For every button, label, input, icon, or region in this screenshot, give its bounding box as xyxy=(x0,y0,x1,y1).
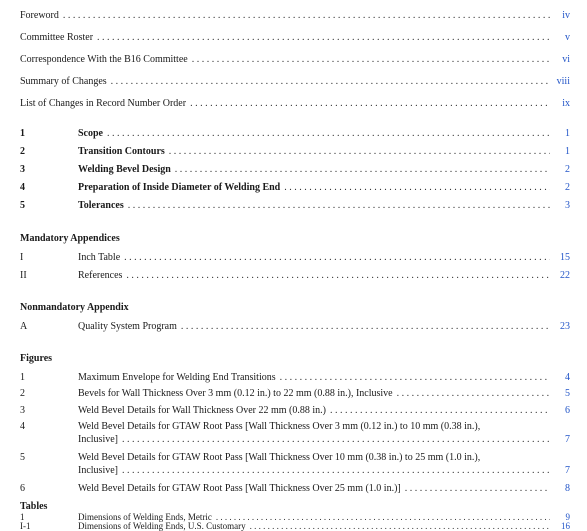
dot-leader xyxy=(122,434,550,445)
dot-leader xyxy=(122,465,550,476)
toc-page-link[interactable]: vi xyxy=(562,54,570,65)
toc-page-link[interactable]: 2 xyxy=(565,164,570,175)
toc-entry-title: Quality System Program xyxy=(78,321,177,332)
toc-entry-title: Scope xyxy=(78,128,103,139)
toc-page-link[interactable]: viii xyxy=(556,76,570,87)
toc-entry-foreword[interactable] xyxy=(20,10,570,24)
figure-number: 4 xyxy=(20,421,25,432)
toc-page-link[interactable]: ix xyxy=(562,98,570,109)
toc-entry-figure[interactable] xyxy=(20,483,570,497)
toc-page-link[interactable]: 6 xyxy=(565,405,570,416)
toc-page-link[interactable]: 15 xyxy=(560,252,570,263)
table-number: 1 xyxy=(20,512,25,522)
toc-entry-correspondence[interactable] xyxy=(20,54,570,68)
toc-entry-summary-of-changes[interactable] xyxy=(20,76,570,90)
toc-page-link[interactable]: 2 xyxy=(565,182,570,193)
toc-entry-figure[interactable] xyxy=(20,421,570,449)
toc-page-link[interactable]: 22 xyxy=(560,270,570,281)
dot-leader xyxy=(284,182,550,193)
toc-entry-title: Preparation of Inside Diameter of Welding End xyxy=(78,182,281,193)
dot-leader xyxy=(280,372,550,383)
toc-page-link[interactable]: iv xyxy=(562,10,570,21)
toc-entry-title: Maximum Envelope for Welding End Transitions xyxy=(78,372,276,383)
toc-entry-title: Inch Table xyxy=(78,252,121,263)
toc-entry-title: Foreword xyxy=(20,10,59,21)
toc-entry-table[interactable] xyxy=(20,521,570,531)
tables-heading: Tables xyxy=(20,501,48,512)
dot-leader xyxy=(107,128,550,139)
toc-page-link[interactable]: 9 xyxy=(565,512,570,522)
toc-page-link[interactable]: 5 xyxy=(565,388,570,399)
appendix-number: I xyxy=(20,252,24,263)
mandatory-appendices-heading: Mandatory Appendices xyxy=(20,233,120,244)
toc-entry-title: Correspondence With the B16 Committee xyxy=(20,54,188,65)
toc-entry-title: Transition Contours xyxy=(78,146,165,157)
toc-entry-section[interactable] xyxy=(20,182,570,196)
toc-page-link[interactable]: 8 xyxy=(565,483,570,494)
table-number: I-1 xyxy=(20,521,31,531)
toc-entry-title-continued: Inclusive] xyxy=(78,465,118,476)
dot-leader xyxy=(330,405,550,416)
toc-page-link[interactable]: 7 xyxy=(565,465,570,476)
toc-page-link[interactable]: 23 xyxy=(560,321,570,332)
nonmandatory-appendix-heading: Nonmandatory Appendix xyxy=(20,302,129,313)
toc-entry-title: Bevels for Wall Thickness Over 3 mm (0.12 in.) to 22 mm (0.88 in.), Inclusive xyxy=(78,388,393,399)
section-number: 2 xyxy=(20,146,25,157)
toc-entry-title: Weld Bevel Details for GTAW Root Pass [Wall Thickness Over 10 mm (0.38 in.) to 25 mm (1.0 in.), xyxy=(78,452,481,463)
figure-number: 3 xyxy=(20,405,25,416)
dot-leader xyxy=(175,164,550,175)
toc-entry-appendix[interactable] xyxy=(20,321,570,335)
toc-entry-title: Welding Bevel Design xyxy=(78,164,171,175)
dot-leader xyxy=(250,521,550,531)
toc-page-link[interactable]: v xyxy=(565,32,570,43)
toc-entry-title: Weld Bevel Details for GTAW Root Pass [Wall Thickness Over 3 mm (0.12 in.) to 10 mm (0.38 in.), xyxy=(78,421,481,432)
figure-number: 6 xyxy=(20,483,25,494)
figures-heading: Figures xyxy=(20,353,53,364)
dot-leader xyxy=(63,10,550,21)
toc-entry-section[interactable] xyxy=(20,146,570,160)
section-number: 3 xyxy=(20,164,25,175)
toc-page-link[interactable]: 16 xyxy=(561,521,570,531)
dot-leader xyxy=(181,321,550,332)
figure-number: 2 xyxy=(20,388,25,399)
dot-leader xyxy=(111,76,550,87)
toc-entry-figure[interactable] xyxy=(20,388,570,402)
toc-entry-section[interactable] xyxy=(20,128,570,142)
toc-entry-figure[interactable] xyxy=(20,452,570,480)
toc-page-link[interactable]: 4 xyxy=(565,372,570,383)
toc-entry-title: References xyxy=(78,270,123,281)
toc-entry-committee-roster[interactable] xyxy=(20,32,570,46)
toc-entry-list-of-changes[interactable] xyxy=(20,98,570,112)
dot-leader xyxy=(124,252,550,263)
appendix-number: A xyxy=(20,321,28,332)
toc-entry-title: Dimensions of Welding Ends, U.S. Customary xyxy=(78,521,246,531)
dot-leader xyxy=(128,200,550,211)
toc-entry-title: Tolerances xyxy=(78,200,124,211)
dot-leader xyxy=(169,146,550,157)
section-number: 4 xyxy=(20,182,25,193)
dot-leader xyxy=(126,270,550,281)
toc-entry-title: List of Changes in Record Number Order xyxy=(20,98,187,109)
toc-entry-title: Summary of Changes xyxy=(20,76,107,87)
section-number: 1 xyxy=(20,128,25,139)
toc-entry-section[interactable] xyxy=(20,200,570,214)
toc-page-link[interactable]: 7 xyxy=(565,434,570,445)
toc-page-link[interactable]: 1 xyxy=(565,146,570,157)
toc-page-link[interactable]: 3 xyxy=(565,200,570,211)
dot-leader xyxy=(405,483,550,494)
toc-entry-figure[interactable] xyxy=(20,372,570,386)
dot-leader xyxy=(192,54,550,65)
toc-page-link[interactable]: 1 xyxy=(565,128,570,139)
toc-entry-title: Dimensions of Welding Ends, Metric xyxy=(78,512,212,522)
appendix-number: II xyxy=(20,270,27,281)
dot-leader xyxy=(397,388,550,399)
dot-leader xyxy=(97,32,550,43)
toc-entry-title: Weld Bevel Details for Wall Thickness Over 22 mm (0.88 in.) xyxy=(78,405,326,416)
toc-entry-title-continued: Inclusive] xyxy=(78,434,118,445)
dot-leader xyxy=(190,98,550,109)
section-number: 5 xyxy=(20,200,25,211)
toc-entry-title: Weld Bevel Details for GTAW Root Pass [Wall Thickness Over 25 mm (1.0 in.)] xyxy=(78,483,401,494)
figure-number: 1 xyxy=(20,372,25,383)
toc-entry-figure[interactable] xyxy=(20,405,570,419)
toc-entry-appendix[interactable] xyxy=(20,252,570,266)
toc-entry-appendix[interactable] xyxy=(20,270,570,284)
toc-entry-title: Committee Roster xyxy=(20,32,94,43)
toc-entry-section[interactable] xyxy=(20,164,570,178)
figure-number: 5 xyxy=(20,452,25,463)
